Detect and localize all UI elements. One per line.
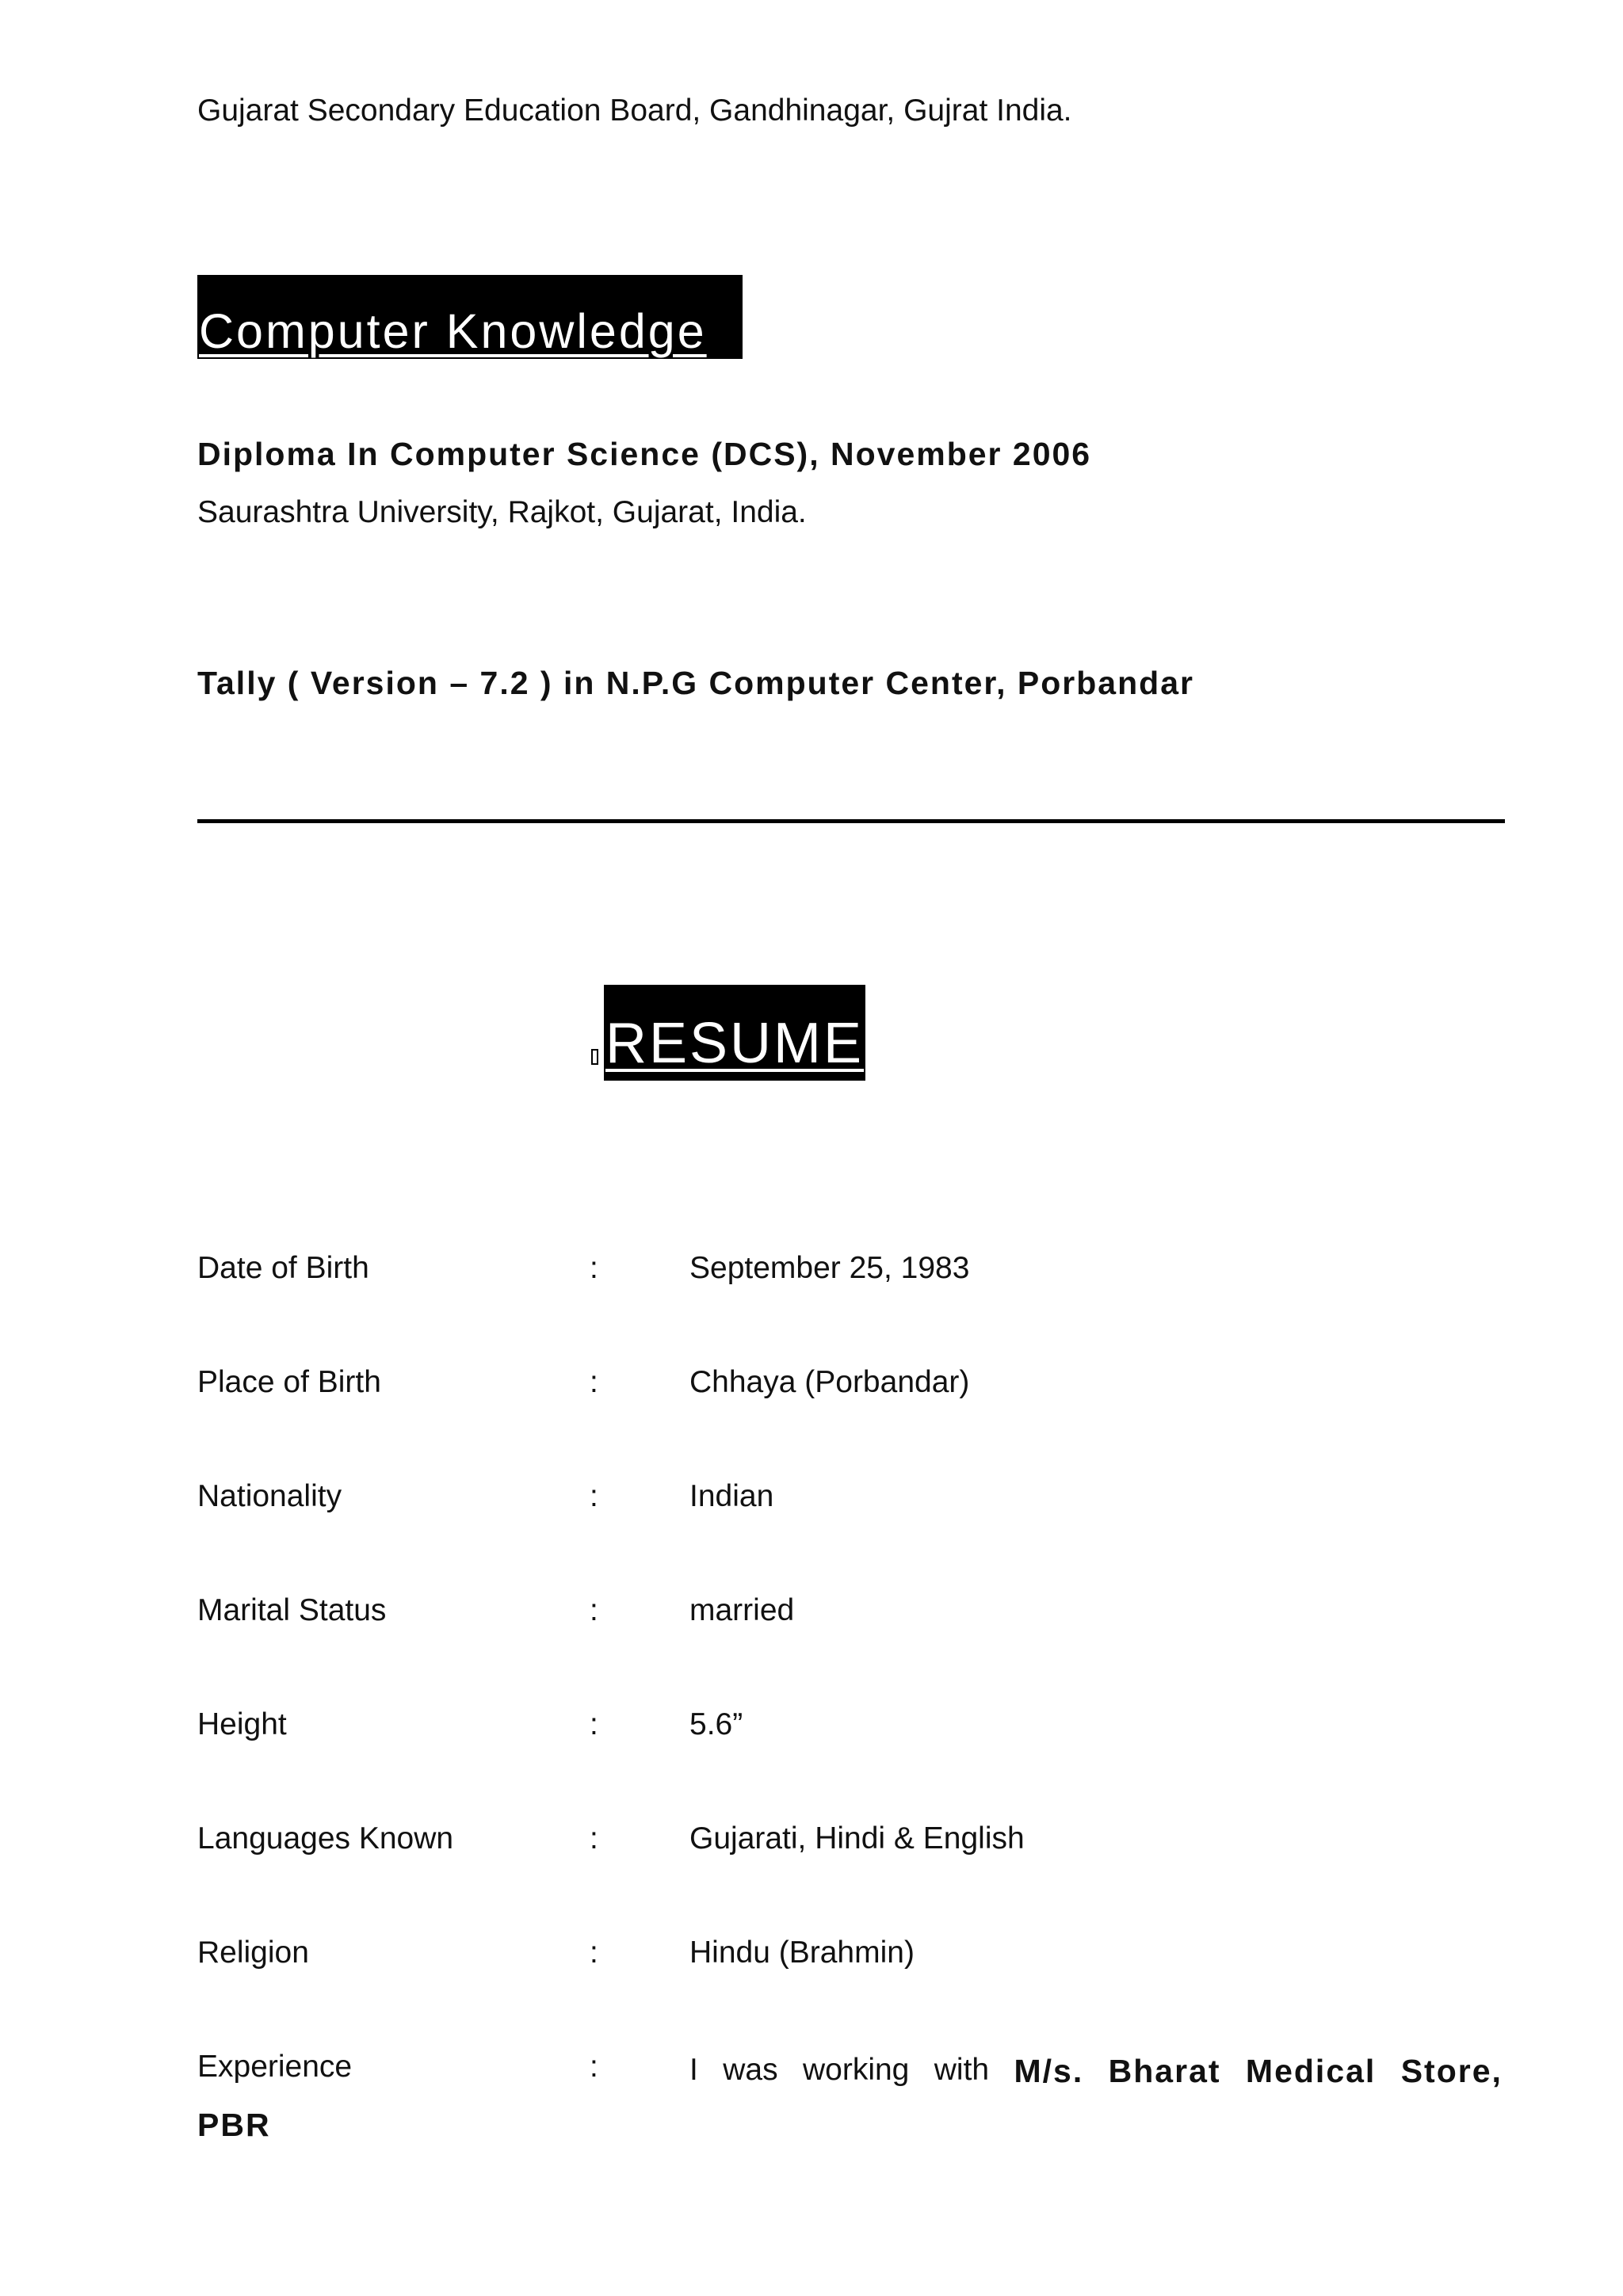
resume-heading: RESUME (604, 985, 865, 1081)
experience-text (689, 2052, 1503, 2091)
detail-value: September 25, 1983 (689, 1251, 970, 1285)
detail-value: Hindu (Brahmin) (689, 1936, 915, 1970)
detail-colon: : (590, 1936, 598, 1970)
bullet-marker-icon (591, 1049, 598, 1065)
detail-colon: : (590, 1593, 598, 1627)
detail-label: Date of Birth (197, 1251, 369, 1285)
detail-label: Experience (197, 2050, 353, 2084)
detail-colon: : (590, 1707, 598, 1741)
experience-word: was (723, 2053, 778, 2087)
employer-word: Store, (1400, 2053, 1503, 2089)
detail-value: married (689, 1593, 795, 1627)
computer-knowledge-heading: Computer Knowledge (197, 275, 743, 359)
detail-label: Place of Birth (197, 1365, 381, 1399)
detail-label: Languages Known (197, 1821, 454, 1855)
experience-word: I (689, 2053, 698, 2087)
experience-word: with (934, 2053, 990, 2087)
education-board-line: Gujarat Secondary Education Board, Gandhinagar, Gujrat India. (197, 93, 1072, 128)
detail-colon: : (590, 1365, 598, 1399)
detail-colon: : (590, 1251, 598, 1285)
detail-label: Nationality (197, 1479, 342, 1513)
tally-course: Tally ( Version – 7.2 ) in N.P.G Computer Center, Porbandar (197, 665, 1194, 701)
detail-value: Indian (689, 1479, 774, 1513)
detail-label: Marital Status (197, 1593, 387, 1627)
detail-colon: : (590, 2050, 598, 2084)
detail-label: Height (197, 1707, 287, 1741)
experience-word: working (802, 2053, 910, 2087)
detail-value: Chhaya (Porbandar) (689, 1365, 970, 1399)
section-divider (197, 819, 1505, 823)
employer-word: Bharat (1108, 2053, 1221, 2089)
detail-colon: : (590, 1821, 598, 1855)
experience-continuation: PBR (197, 2107, 271, 2143)
detail-value: Gujarati, Hindi & English (689, 1821, 1025, 1855)
detail-label: Religion (197, 1936, 309, 1970)
diploma-institution: Saurashtra University, Rajkot, Gujarat, India. (197, 495, 807, 529)
detail-value: 5.6” (689, 1707, 743, 1741)
diploma-title: Diploma In Computer Science (DCS), November 2006 (197, 436, 1092, 472)
employer-word: Medical (1245, 2053, 1377, 2089)
employer-word: M/s. (1014, 2053, 1084, 2089)
detail-colon: : (590, 1479, 598, 1513)
